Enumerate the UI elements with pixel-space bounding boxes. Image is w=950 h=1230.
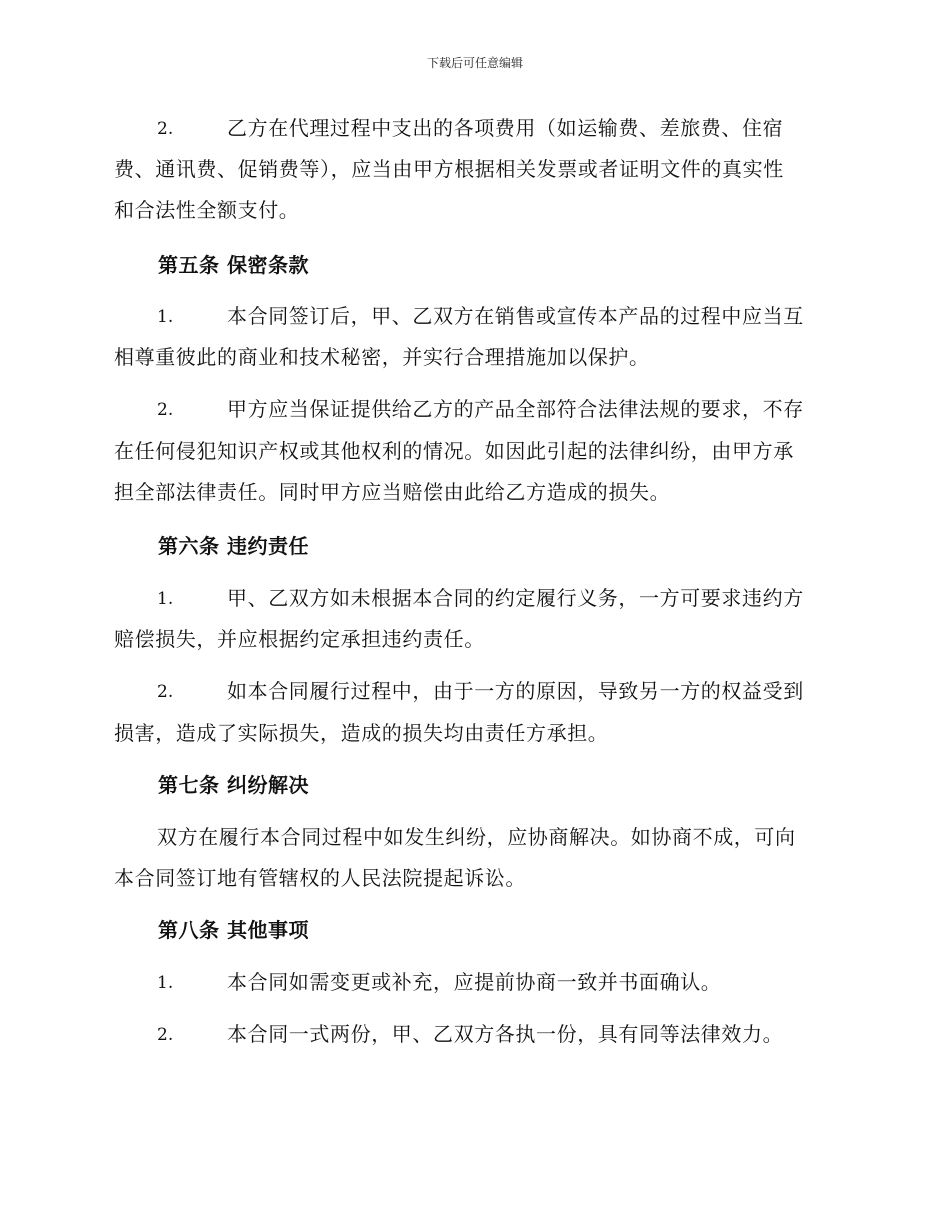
item-number: 2. <box>157 1025 174 1045</box>
item-number: 2. <box>157 119 174 139</box>
paragraph-line: 在任何侵犯知识产权或其他权利的情况。如因此引起的法律纠纷，由甲方承 <box>114 439 794 463</box>
section-heading: 第六条 违约责任 <box>158 534 309 558</box>
paragraph-line: 本合同如需变更或补充，应提前协商一致并书面确认。 <box>227 970 722 994</box>
page-header: 下载后可任意编辑 <box>426 56 523 70</box>
item-number: 1. <box>157 973 174 993</box>
paragraph-line: 双方在履行本合同过程中如发生纠纷，应协商解决。如协商不成，可向 <box>157 825 796 849</box>
item-number: 1. <box>157 589 174 609</box>
paragraph-line: 本合同签订地有管辖权的人民法院提起诉讼。 <box>114 866 526 890</box>
paragraph-line: 担全部法律责任。同时甲方应当赔偿由此给乙方造成的损失。 <box>114 480 671 504</box>
paragraph-line: 乙方在代理过程中支出的各项费用（如运输费、差旅费、住宿 <box>227 116 784 140</box>
paragraph-line: 本合同一式两份，甲、乙双方各执一份，具有同等法律效力。 <box>227 1022 784 1046</box>
paragraph-line: 如本合同履行过程中，由于一方的原因，导致另一方的权益受到 <box>227 679 804 703</box>
paragraph-line: 和合法性全额支付。 <box>114 198 300 222</box>
section-heading: 第八条 其他事项 <box>158 918 309 942</box>
item-number: 2. <box>157 400 174 420</box>
paragraph-line: 费、通讯费、促销费等），应当由甲方根据相关发票或者证明文件的真实性 <box>114 157 784 181</box>
paragraph-line: 损害，造成了实际损失，造成的损失均由责任方承担。 <box>114 721 609 745</box>
paragraph-line: 甲方应当保证提供给乙方的产品全部符合法律法规的要求，不存 <box>227 397 804 421</box>
item-number: 2. <box>157 682 174 702</box>
paragraph-line: 甲、乙双方如未根据本合同的约定履行义务，一方可要求违约方 <box>227 586 804 610</box>
section-heading: 第五条 保密条款 <box>158 253 309 277</box>
paragraph-line: 赔偿损失，并应根据约定承担违约责任。 <box>114 627 485 651</box>
paragraph-line: 相尊重彼此的商业和技术秘密，并实行合理措施加以保护。 <box>114 345 650 369</box>
item-number: 1. <box>157 307 174 327</box>
paragraph-line: 本合同签订后，甲、乙双方在销售或宣传本产品的过程中应当互 <box>227 304 804 328</box>
section-heading: 第七条 纠纷解决 <box>158 773 309 797</box>
